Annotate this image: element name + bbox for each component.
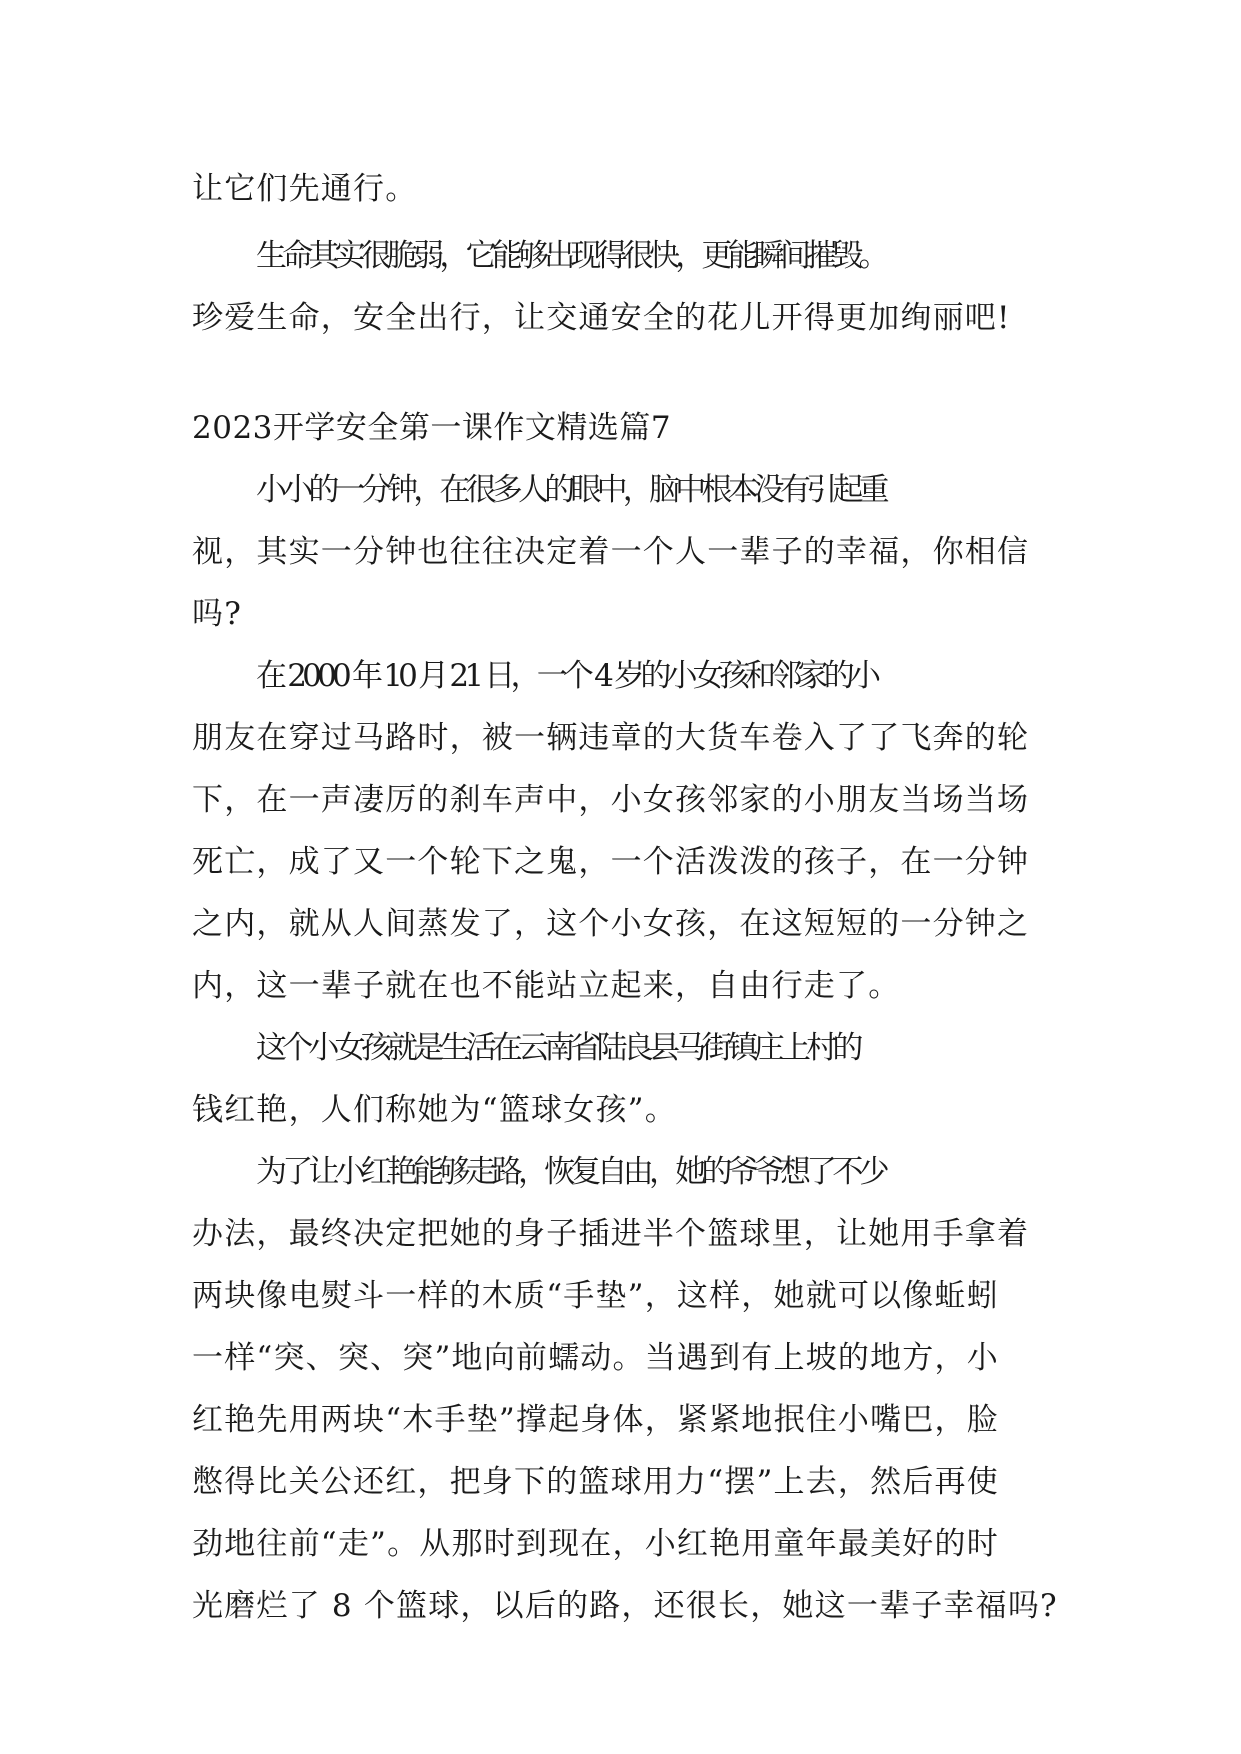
text-line: 视，其实一分钟也往往决定着一个人一辈子的幸福，你相信 — [192, 534, 1030, 570]
paragraph-3 — [192, 1017, 1057, 1141]
text-line: 光磨烂了 8 个篮球，以后的路，还很长，她这一辈子幸福吗? — [192, 1588, 1058, 1624]
text-line: 红艳先用两块“木手垫”撑起身体，紧紧地抿住小嘴巴，脸 — [192, 1402, 999, 1438]
text-line: 办法，最终决定把她的身子插进半个篮球里，让她用手拿着 — [192, 1216, 1030, 1252]
text-line: 劲地往前“走”。从那时到现在，小红艳用童年最美好的时 — [192, 1526, 999, 1562]
text-line: 内，这一辈子就在也不能站立起来，自由行走了。 — [192, 968, 901, 1004]
document-body — [192, 158, 1057, 1637]
paragraph-conclusion — [192, 225, 1057, 349]
text-line: 这个小女孩就是生活在云南省陆良县马街镇庄上村的 — [256, 1030, 859, 1066]
paragraph-1 — [192, 459, 1057, 645]
text-line: 憋得比关公还红，把身下的篮球用力“摆”上去，然后再使 — [192, 1464, 999, 1500]
text-line: 生命其实很脆弱，它能够出现得很快，更能瞬间摧毁。 — [256, 238, 885, 274]
text-line: 死亡，成了又一个轮下之鬼，一个活泼泼的孩子，在一分钟 — [192, 844, 1030, 880]
text-line: 小小的一分钟，在很多人的眼中，脑中根本没有引起重 — [256, 472, 885, 508]
text-line: 在 2000 年 10 月 21 日，一个 4 岁的小女孩和邻家的小 — [256, 658, 877, 694]
text-line: 让它们先通行。 — [192, 171, 418, 207]
text-line: 为了让小红艳能够走路，恢复自由，她的爷爷想了不少 — [256, 1154, 885, 1190]
text-line: 之内，就从人间蒸发了，这个小女孩，在这短短的一分钟之 — [192, 906, 1030, 942]
paragraph-ending — [192, 158, 1057, 220]
paragraph-4 — [192, 1141, 1057, 1637]
paragraph-2 — [192, 645, 1057, 1017]
text-line: 一样“突、突、突”地向前蠕动。当遇到有上坡的地方，小 — [192, 1340, 999, 1376]
text-line: 下，在一声凄厉的刹车声中，小女孩邻家的小朋友当场当场 — [192, 782, 1030, 818]
text-line: 朋友在穿过马路时，被一辆违章的大货车卷入了了飞奔的轮 — [192, 720, 1030, 756]
section-title: 2023开学安全第一课作文精选篇7 — [192, 410, 672, 446]
text-line: 钱红艳，人们称她为“篮球女孩”。 — [192, 1092, 677, 1128]
text-line: 珍爱生命，安全出行，让交通安全的花儿开得更加绚丽吧! — [192, 300, 1011, 336]
section-heading — [192, 397, 1057, 459]
text-line: 吗? — [192, 596, 243, 632]
text-line: 两块像电熨斗一样的木质“手垫”，这样，她就可以像蚯蚓 — [192, 1278, 999, 1314]
